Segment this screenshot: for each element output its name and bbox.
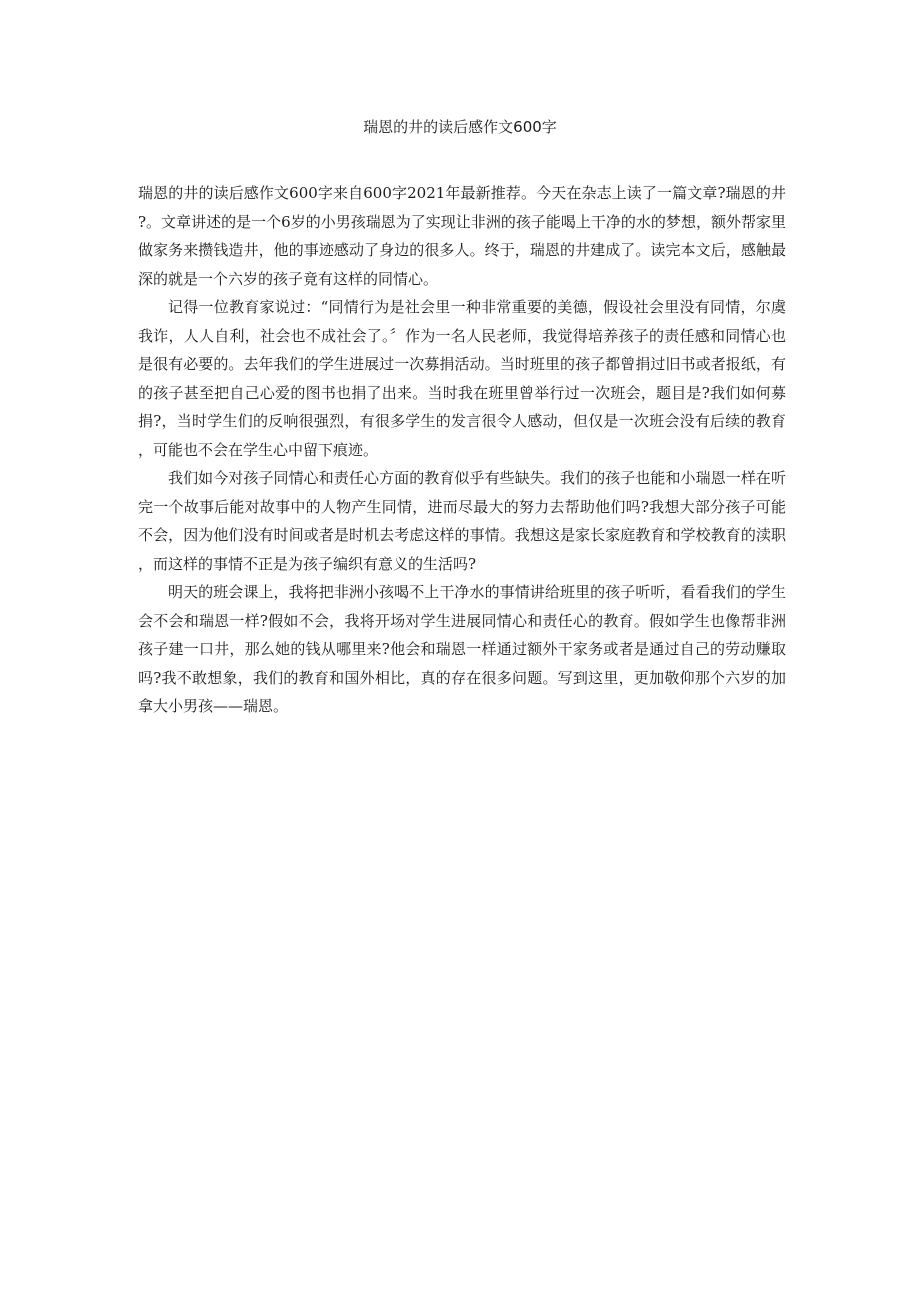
document-title: 瑞恩的井的读后感作文600字 [363,118,557,136]
document-body [138,179,786,721]
body-paragraph-4: 明天的班会课上，我将把非洲小孩喝不上干净水的事情讲给班里的孩子听听，看看我们的学生会不会和瑞恩一样?假如不会，我将开场对学生进展同情心和责任心的教育。假如学生也像帮非洲孩子建一口井，那么她的钱从哪里来?他会和瑞恩一样通过额外干家务或者是通过自己的劳动赚取吗?我不敢想象，我们的教育和国外相比，真的存在很多问题。写到这里，更加敬仰那个六岁的加拿大小男孩——瑞恩。 [138,583,786,715]
body-paragraph-3: 我们如今对孩子同情心和责任心方面的教育似乎有些缺失。我们的孩子也能和小瑞恩一样在听完一个故事后能对故事中的人物产生同情，进而尽最大的努力去帮助他们吗?我想大部分孩子可能不会，因为他们没有时间或者是时机去考虑这样的事情。我想这是家长家庭教育和学校教育的渎职，而这样的事情不正是为孩子编织有意义的生活吗? [138,469,786,573]
body-paragraph-1: 瑞恩的井的读后感作文600字来自600字2021年最新推荐。今天在杂志上读了一篇文章?瑞恩的井?。文章讲述的是一个6岁的小男孩瑞恩为了实现让非洲的孩子能喝上干净的水的梦想，额外帮家里做家务来攒钱造井，他的事迹感动了身边的很多人。终于，瑞恩的井建成了。读完本文后，感触最深的就是一个六岁的孩子竟有这样的同情心。 [138,184,786,288]
body-paragraph-2: 记得一位教育家说过：“同情行为是社会里一种非常重要的美德，假设社会里没有同情，尔虞我诈，人人自利，社会也不成社会了。〞作为一名人民老师，我觉得培养孩子的责任感和同情心也是很有必要的。去年我们的学生进展过一次募捐活动。当时班里的孩子都曾捐过旧书或者报纸，有的孩子甚至把自己心爱的图书也捐了出来。当时我在班里曾举行过一次班会，题目是?我们如何募捐?，当时学生们的反响很强烈，有很多学生的发言很令人感动，但仅是一次班会没有后续的教育，可能也不会在学生心中留下痕迹。 [138,298,786,459]
